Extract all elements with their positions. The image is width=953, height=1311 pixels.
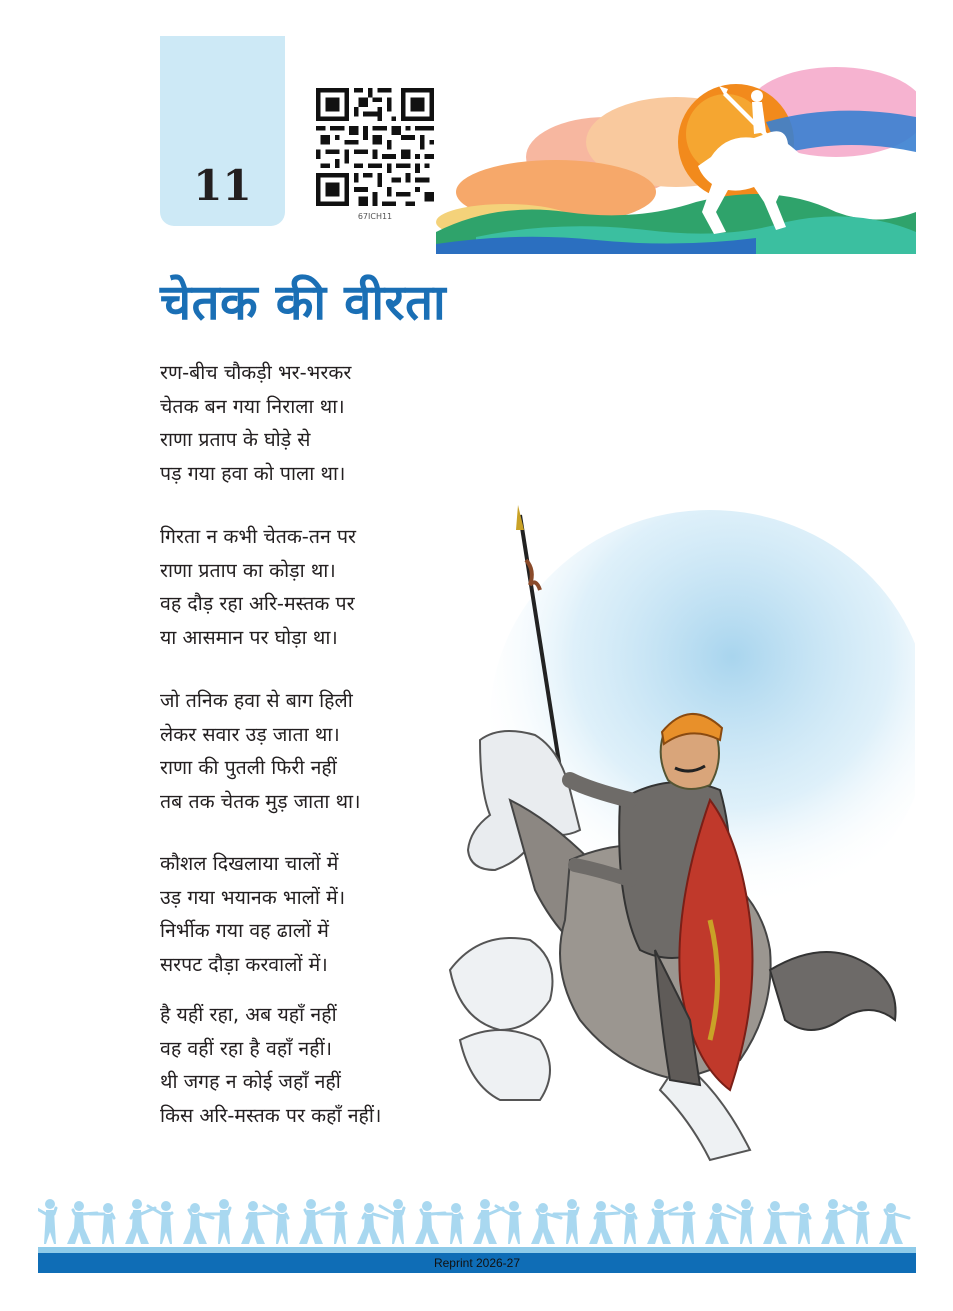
child-silhouette bbox=[647, 1199, 677, 1244]
poem-line: वह दौड़ रहा अरि-मस्तक पर bbox=[160, 592, 355, 615]
child-silhouette bbox=[728, 1199, 752, 1244]
children-silhouettes-border bbox=[38, 1190, 916, 1246]
child-silhouette bbox=[612, 1203, 636, 1244]
poem-line: वह वहीं रहा है वहाँ नहीं। bbox=[160, 1036, 333, 1060]
poem-line: पड़ गया हवा को पाला था। bbox=[160, 461, 346, 485]
child-silhouette bbox=[299, 1199, 329, 1244]
footer-bar bbox=[38, 1247, 916, 1273]
poem-line: रण-बीच चौकड़ी भर-भरकर bbox=[160, 361, 352, 384]
child-silhouette bbox=[380, 1199, 404, 1244]
child-silhouette bbox=[148, 1201, 172, 1244]
poem-line: तब तक चेतक मुड़ जाता था। bbox=[160, 789, 361, 813]
stanza-1 bbox=[160, 356, 351, 490]
stanza-5 bbox=[160, 998, 381, 1132]
child-silhouette bbox=[531, 1203, 561, 1244]
child-silhouette bbox=[844, 1201, 868, 1244]
child-silhouette bbox=[264, 1203, 288, 1244]
chapter-banner-illustration bbox=[436, 62, 916, 254]
poem-line: राणा की पुतली फिरी नहीं bbox=[160, 756, 337, 779]
poem-line: चेतक बन गया निराला था। bbox=[160, 394, 345, 418]
chapter-number: 11 bbox=[193, 161, 252, 210]
child-silhouette bbox=[322, 1201, 346, 1244]
chapter-number-box bbox=[160, 36, 285, 226]
poem-line: जो तनिक हवा से बाग हिली bbox=[160, 689, 353, 712]
poem-line: है यहीं रहा, अब यहाँ नहीं bbox=[160, 1003, 337, 1026]
stanza-2 bbox=[160, 520, 356, 654]
child-silhouette bbox=[38, 1199, 56, 1244]
poem-line: राणा प्रताप के घोड़े से bbox=[160, 428, 311, 451]
poem-line: थी जगह न कोई जहाँ नहीं bbox=[160, 1070, 341, 1093]
poem-line: सरपट दौड़ा करवालों में। bbox=[160, 952, 328, 976]
child-silhouette bbox=[496, 1201, 520, 1244]
child-silhouette bbox=[763, 1201, 793, 1244]
qr-code-image bbox=[316, 88, 434, 206]
child-silhouette bbox=[206, 1199, 230, 1244]
child-silhouette bbox=[670, 1201, 694, 1244]
poem-line: कौशल दिखलाया चालों में bbox=[160, 852, 339, 875]
poem-line: लेकर सवार उड़ जाता था। bbox=[160, 722, 340, 746]
child-silhouette bbox=[438, 1203, 462, 1244]
child-silhouette bbox=[183, 1203, 213, 1244]
child-silhouette bbox=[67, 1201, 97, 1244]
poem-line: उड़ गया भयानक भालों में। bbox=[160, 885, 346, 909]
stanza-3 bbox=[160, 684, 361, 818]
poem-line: या आसमान पर घोड़ा था। bbox=[160, 625, 338, 649]
child-silhouette bbox=[90, 1203, 114, 1244]
child-silhouette bbox=[879, 1203, 909, 1244]
rider-on-horse-illustration bbox=[440, 500, 915, 1180]
poem-line: किस अरि-मस्तक पर कहाँ नहीं। bbox=[160, 1103, 382, 1127]
poem-line: राणा प्रताप का कोड़ा था। bbox=[160, 558, 336, 582]
child-silhouette bbox=[786, 1203, 810, 1244]
stanza-4 bbox=[160, 847, 345, 981]
poem-line: निर्भीक गया वह ढालों में bbox=[160, 919, 329, 942]
child-silhouette bbox=[554, 1199, 578, 1244]
child-silhouette bbox=[415, 1201, 445, 1244]
page-title: चेतक की वीरता bbox=[160, 274, 447, 331]
reprint-text: Reprint 2026-27 bbox=[433, 1256, 521, 1270]
poem-line: गिरता न कभी चेतक-तन पर bbox=[160, 525, 357, 548]
qr-code-label: 67ICH11 bbox=[357, 212, 393, 221]
